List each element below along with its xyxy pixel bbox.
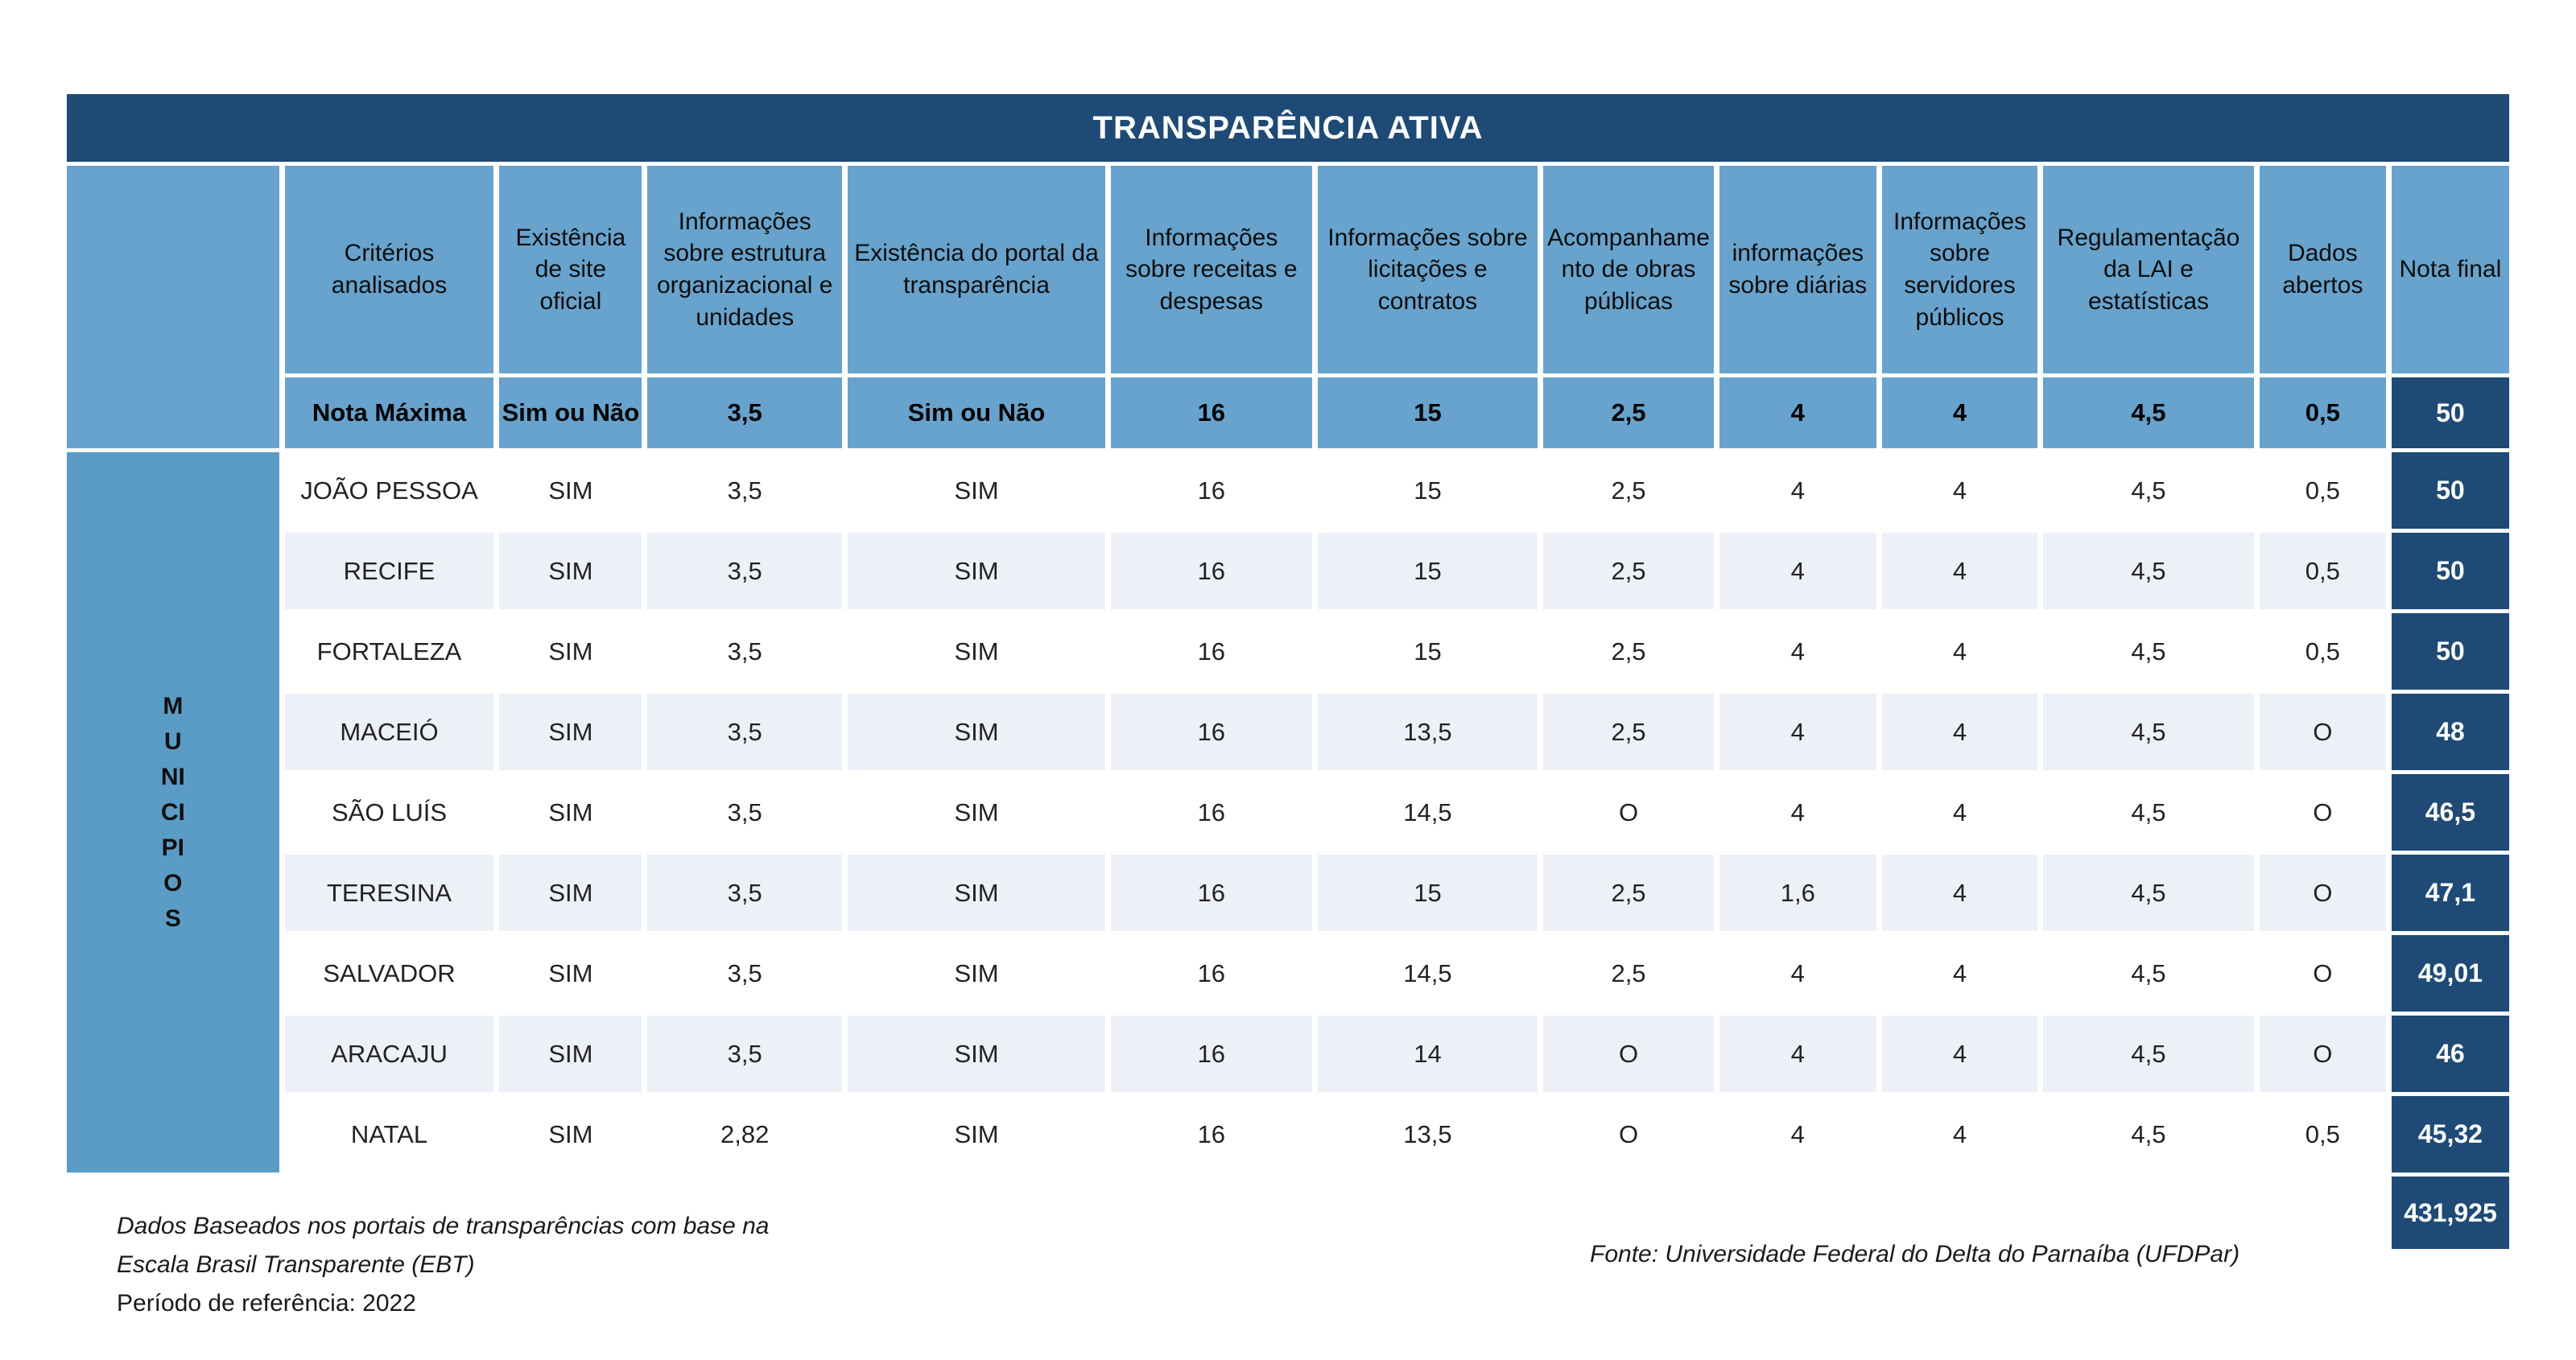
score-cell: 4: [1882, 694, 2037, 770]
nota-final-cell: 50: [2392, 452, 2509, 529]
footnote-line-2: Escala Brasil Transparente (EBT): [117, 1251, 475, 1278]
table-row: [67, 452, 2509, 529]
max-value: 4: [1719, 377, 1876, 448]
score-cell: SIM: [499, 1016, 642, 1092]
municipios-vertical-label: MUNICIPIOS: [160, 692, 185, 932]
municipality-name: RECIFE: [285, 533, 494, 609]
criteria-header-row: [67, 166, 2509, 373]
col-header-lai: Regulamentação da LAI e estatísticas: [2043, 166, 2254, 373]
nota-final-cell: 50: [2392, 533, 2509, 609]
score-cell: 15: [1414, 637, 1442, 666]
municipality-name: FORTALEZA: [316, 637, 462, 666]
max-value: 4: [1882, 377, 2037, 448]
score-cell: 16: [1111, 1016, 1312, 1092]
nota-final-cell: 46,5: [2392, 774, 2509, 851]
max-value: 4,5: [2043, 377, 2254, 448]
score-cell: 0,5: [2305, 476, 2340, 505]
max-value: Sim ou Não: [499, 377, 642, 448]
score-cell: 2,5: [1543, 855, 1713, 931]
score-cell: 4,5: [2131, 1119, 2166, 1148]
table-row: [67, 774, 2509, 851]
score-cell: 4: [1952, 1119, 1967, 1148]
score-cell: 4: [1952, 637, 1967, 666]
score-cell: 4,5: [2043, 1016, 2254, 1092]
score-cell: 16: [1197, 1119, 1226, 1148]
municipality-name: SÃO LUÍS: [332, 797, 447, 826]
score-cell: SIM: [848, 855, 1105, 931]
col-header-criterios: Critérios analisados: [285, 166, 494, 373]
footnote-line-3: Período de referência: 2022: [117, 1290, 416, 1317]
score-cell: O: [2260, 855, 2386, 931]
score-cell: 4,5: [2131, 797, 2166, 826]
score-cell: 4,5: [2131, 476, 2166, 505]
score-cell: 0,5: [2260, 533, 2386, 609]
score-cell: 4: [1719, 694, 1876, 770]
table-row: [67, 533, 2509, 609]
col-header-licitacoes: Informações sobre licitações e contratos: [1318, 166, 1538, 373]
municipality-name: SALVADOR: [323, 958, 456, 987]
score-cell: 16: [1197, 958, 1226, 987]
score-cell: SIM: [499, 533, 642, 609]
score-cell: O: [2313, 958, 2333, 987]
score-cell: 4,5: [2043, 533, 2254, 609]
table-row: [67, 855, 2509, 931]
score-cell: SIM: [548, 797, 593, 826]
score-cell: 4: [1952, 958, 1967, 987]
score-cell: 14: [1318, 1016, 1538, 1092]
score-cell: 3,5: [647, 1016, 842, 1092]
score-cell: 4: [1790, 476, 1805, 505]
grand-total-cell: 431,925: [2392, 1177, 2509, 1249]
footnote-left: [117, 1207, 1083, 1323]
score-cell: 2,82: [720, 1119, 770, 1148]
score-cell: 13,5: [1403, 1119, 1452, 1148]
nota-final-cell: 47,1: [2392, 855, 2509, 931]
score-cell: O: [2313, 797, 2333, 826]
corner-cell: [67, 166, 279, 448]
score-cell: 2,5: [1611, 476, 1646, 505]
score-cell: 16: [1197, 637, 1226, 666]
score-cell: 16: [1197, 476, 1226, 505]
score-cell: 4: [1790, 958, 1805, 987]
score-cell: SIM: [848, 694, 1105, 770]
table-title: TRANSPARÊNCIA ATIVA: [67, 94, 2509, 162]
score-cell: SIM: [548, 1119, 593, 1148]
score-cell: 3,5: [727, 797, 762, 826]
score-cell: SIM: [954, 637, 999, 666]
col-header-site-oficial: Existência de site oficial: [499, 166, 642, 373]
score-cell: SIM: [548, 958, 593, 987]
score-cell: 14,5: [1403, 797, 1452, 826]
nota-final-cell: 49,01: [2392, 935, 2509, 1012]
score-cell: O: [1618, 1119, 1639, 1148]
score-cell: SIM: [499, 855, 642, 931]
score-cell: 3,5: [727, 476, 762, 505]
max-value: 16: [1111, 377, 1312, 448]
col-header-dados-abertos: Dados abertos: [2260, 166, 2386, 373]
table-row: [67, 935, 2509, 1012]
nota-maxima-label: Nota Máxima: [285, 377, 494, 448]
table-row: [67, 1096, 2509, 1172]
score-cell: O: [1543, 1016, 1713, 1092]
col-header-receitas: Informações sobre receitas e despesas: [1111, 166, 1312, 373]
municipality-name: MACEIÓ: [285, 694, 494, 770]
score-cell: SIM: [954, 1119, 999, 1148]
score-cell: SIM: [499, 694, 642, 770]
score-cell: 3,5: [647, 694, 842, 770]
table-row: [67, 613, 2509, 690]
col-header-nota-final: Nota final: [2392, 166, 2509, 373]
score-cell: 4: [1882, 855, 2037, 931]
score-cell: SIM: [848, 1016, 1105, 1092]
score-cell: O: [2260, 1016, 2386, 1092]
score-cell: 16: [1111, 855, 1312, 931]
municipality-name: JOÃO PESSOA: [300, 476, 478, 505]
score-cell: 2,5: [1611, 637, 1646, 666]
score-cell: 16: [1111, 533, 1312, 609]
score-cell: 4: [1952, 476, 1967, 505]
score-cell: SIM: [954, 958, 999, 987]
max-value: Sim ou Não: [848, 377, 1105, 448]
col-header-servidores: Informações sobre servidores públicos: [1882, 166, 2037, 373]
municipality-name: TERESINA: [285, 855, 494, 931]
nota-final-cell: 50: [2392, 613, 2509, 690]
score-cell: SIM: [954, 476, 999, 505]
score-cell: 4: [1790, 637, 1805, 666]
score-cell: 0,5: [2305, 637, 2340, 666]
max-nota-final: 50: [2392, 377, 2509, 448]
score-cell: 16: [1111, 694, 1312, 770]
score-cell: 4: [1882, 1016, 2037, 1092]
score-cell: 16: [1197, 797, 1226, 826]
col-header-diarias: informações sobre diárias: [1719, 166, 1876, 373]
score-cell: 15: [1318, 533, 1538, 609]
footnote-source: Fonte: Universidade Federal do Delta do Parnaíba (UFDPar): [1590, 1241, 2240, 1267]
score-cell: 3,5: [647, 855, 842, 931]
row-group-municipios: [67, 452, 279, 1172]
nota-final-cell: 46: [2392, 1016, 2509, 1092]
footnote-line-1: Dados Baseados nos portais de transparências com base na: [117, 1213, 770, 1239]
score-cell: 14,5: [1403, 958, 1452, 987]
col-header-portal: Existência do portal da transparência: [848, 166, 1105, 373]
score-cell: O: [1618, 797, 1639, 826]
score-cell: 4: [1790, 1119, 1805, 1148]
score-cell: 15: [1414, 476, 1442, 505]
col-header-estrutura: Informações sobre estrutura organizacional e unidades: [647, 166, 842, 373]
score-cell: SIM: [548, 637, 593, 666]
col-header-obras: Acompanhamento de obras públicas: [1543, 166, 1713, 373]
municipality-name: ARACAJU: [285, 1016, 494, 1092]
score-cell: 3,5: [727, 958, 762, 987]
score-cell: SIM: [548, 476, 593, 505]
score-cell: O: [2260, 694, 2386, 770]
max-value: 0,5: [2260, 377, 2386, 448]
max-value: 3,5: [647, 377, 842, 448]
nota-final-cell: 48: [2392, 694, 2509, 770]
score-cell: 2,5: [1611, 958, 1646, 987]
score-cell: 4,5: [2131, 958, 2166, 987]
municipality-name: NATAL: [350, 1119, 428, 1148]
table-row: [67, 694, 2509, 770]
score-cell: 4: [1952, 797, 1967, 826]
score-cell: 4: [1719, 1016, 1876, 1092]
nota-final-cell: 45,32: [2392, 1096, 2509, 1172]
score-cell: 0,5: [2305, 1119, 2340, 1148]
score-cell: 3,5: [727, 637, 762, 666]
score-cell: SIM: [954, 797, 999, 826]
score-cell: 15: [1318, 855, 1538, 931]
transparency-table: [61, 90, 2515, 1253]
score-cell: 4: [1790, 797, 1805, 826]
score-cell: 4: [1882, 533, 2037, 609]
max-value: 2,5: [1543, 377, 1713, 448]
title-row: [67, 94, 2509, 162]
score-cell: 4,5: [2131, 637, 2166, 666]
score-cell: 4: [1719, 533, 1876, 609]
nota-maxima-row: [67, 377, 2509, 448]
score-cell: 3,5: [647, 533, 842, 609]
max-value: 15: [1318, 377, 1538, 448]
score-cell: 4,5: [2043, 855, 2254, 931]
score-cell: 2,5: [1543, 533, 1713, 609]
score-cell: 4,5: [2043, 694, 2254, 770]
table-row: [67, 1016, 2509, 1092]
score-cell: 1,6: [1719, 855, 1876, 931]
score-cell: 2,5: [1543, 694, 1713, 770]
score-cell: SIM: [848, 533, 1105, 609]
score-cell: 13,5: [1318, 694, 1538, 770]
